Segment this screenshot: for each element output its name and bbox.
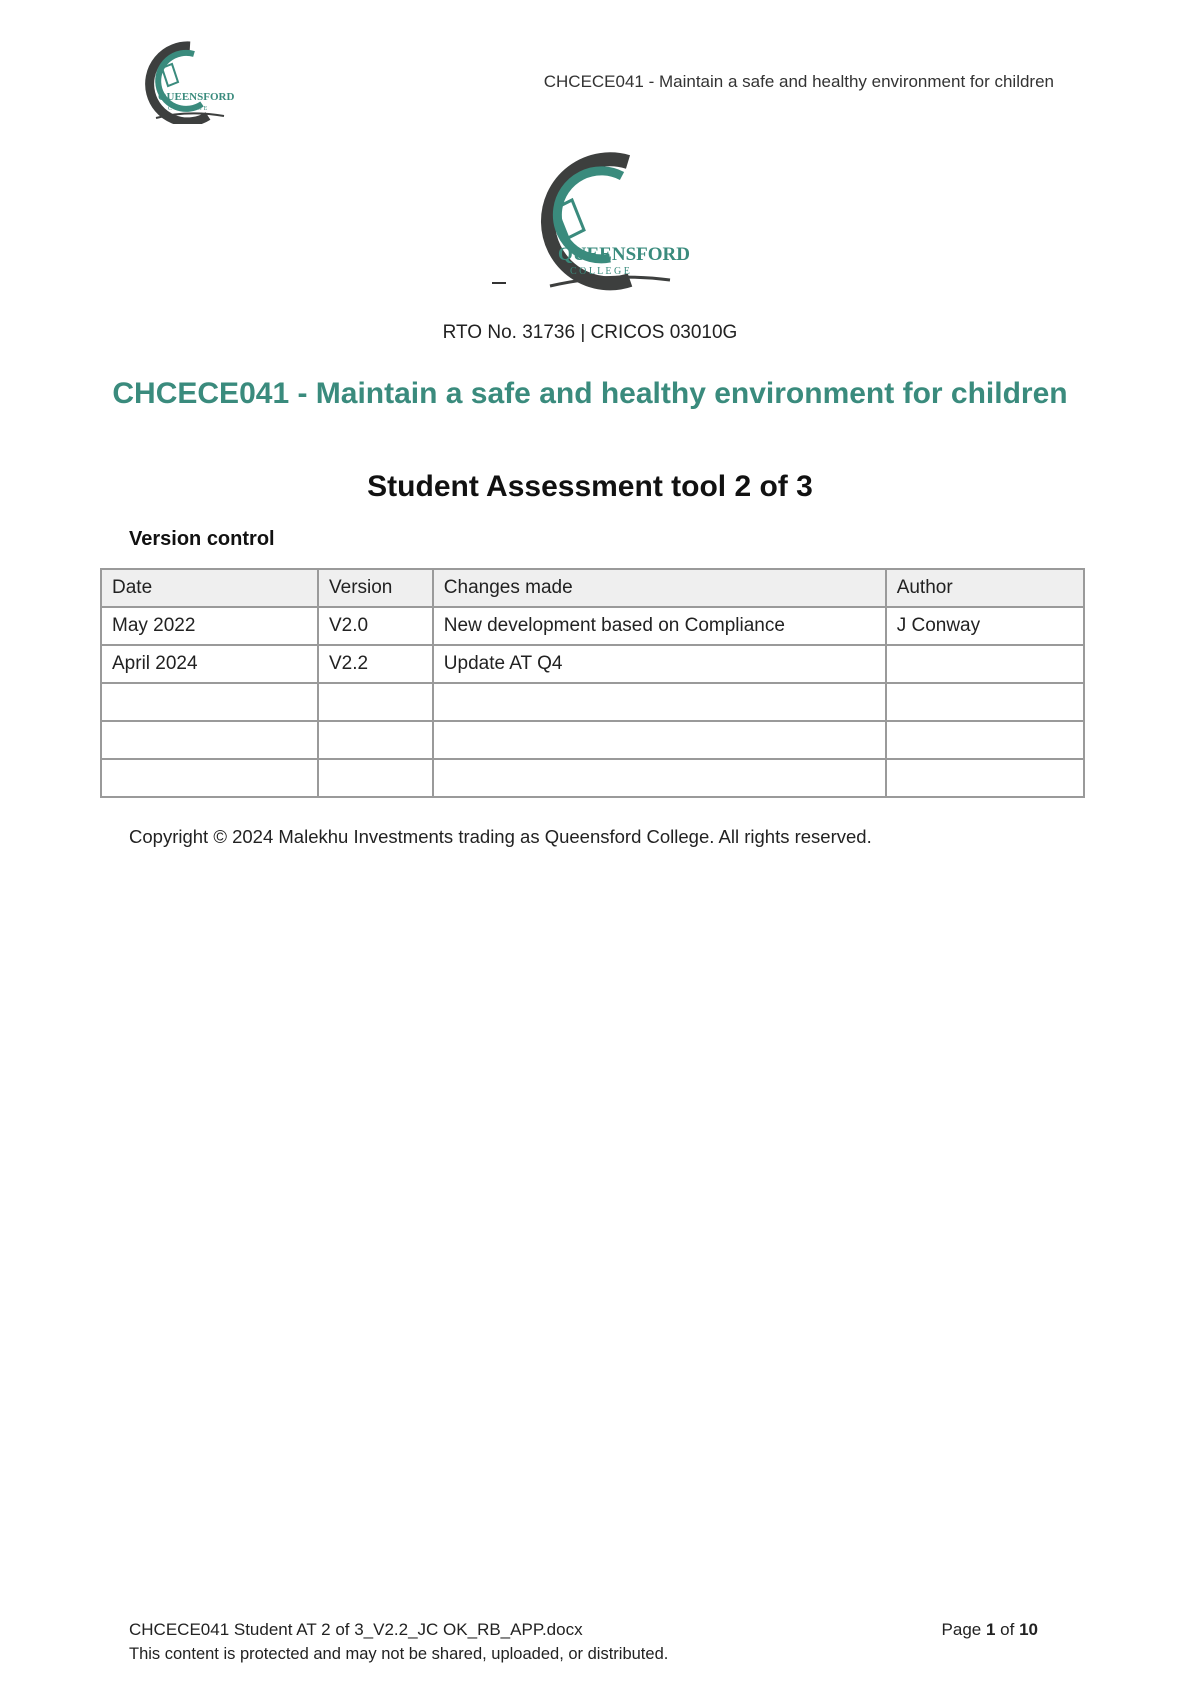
cell-author: J Conway <box>886 607 1084 645</box>
queensford-college-header-logo <box>128 40 236 124</box>
cell-changes <box>433 759 886 797</box>
cell-date <box>101 683 318 721</box>
page-of: of <box>995 1620 1020 1639</box>
table-row <box>101 683 1084 721</box>
cell-date: May 2022 <box>101 607 318 645</box>
cell-version: V2.2 <box>318 645 433 683</box>
cell-changes <box>433 721 886 759</box>
running-header-title: CHCECE041 - Maintain a safe and healthy environment for children <box>543 72 1054 91</box>
rto-cricos-line: RTO No. 31736 | CRICOS 03010G <box>442 322 738 343</box>
cell-author <box>886 645 1084 683</box>
cell-author <box>886 759 1084 797</box>
cell-version <box>318 721 433 759</box>
unit-title: CHCECE041 - Maintain a safe and healthy environment for children <box>112 377 1068 410</box>
svg-text:C O L L E G E: C O L L E G E <box>570 266 630 277</box>
copyright-notice: Copyright © 2024 Malekhu Investments trading as Queensford College. All rights reserved. <box>129 826 872 847</box>
assessment-subtitle: Student Assessment tool 2 of 3 <box>367 470 813 503</box>
cell-author <box>886 721 1084 759</box>
logo-underline-dash <box>492 282 506 284</box>
svg-text:QUEENSFORD: QUEENSFORD <box>158 91 235 103</box>
queensford-college-cover-logo <box>510 152 690 302</box>
cell-version <box>318 683 433 721</box>
table-header-row <box>101 569 1084 607</box>
cell-date: April 2024 <box>101 645 318 683</box>
page-current: 1 <box>985 1620 996 1639</box>
page-total: 10 <box>1019 1620 1038 1639</box>
cell-changes <box>433 683 886 721</box>
table-row <box>101 645 1084 683</box>
column-header-author: Author <box>886 569 1084 607</box>
table-row <box>101 607 1084 645</box>
column-header-version: Version <box>318 569 433 607</box>
page-prefix: Page <box>941 1620 986 1639</box>
table-row <box>101 721 1084 759</box>
footer-filename: CHCECE041 Student AT 2 of 3_V2.2_JC OK_RB_APP.docx <box>129 1620 583 1639</box>
version-control-table <box>100 568 1085 798</box>
cell-changes: Update AT Q4 <box>433 645 886 683</box>
table-row <box>101 759 1084 797</box>
column-header-changes: Changes made <box>433 569 886 607</box>
cell-author <box>886 683 1084 721</box>
column-header-date: Date <box>101 569 318 607</box>
cell-date <box>101 759 318 797</box>
cell-date <box>101 721 318 759</box>
cell-changes: New development based on Compliance <box>433 607 886 645</box>
footer-protection-note: This content is protected and may not be shared, uploaded, or distributed. <box>129 1645 669 1663</box>
svg-text:QUEENSFORD: QUEENSFORD <box>558 244 690 265</box>
cell-version <box>318 759 433 797</box>
footer-page-number <box>942 1620 1038 1640</box>
cell-version: V2.0 <box>318 607 433 645</box>
svg-text:COLLEGE: COLLEGE <box>168 106 210 112</box>
version-control-heading: Version control <box>129 528 275 550</box>
